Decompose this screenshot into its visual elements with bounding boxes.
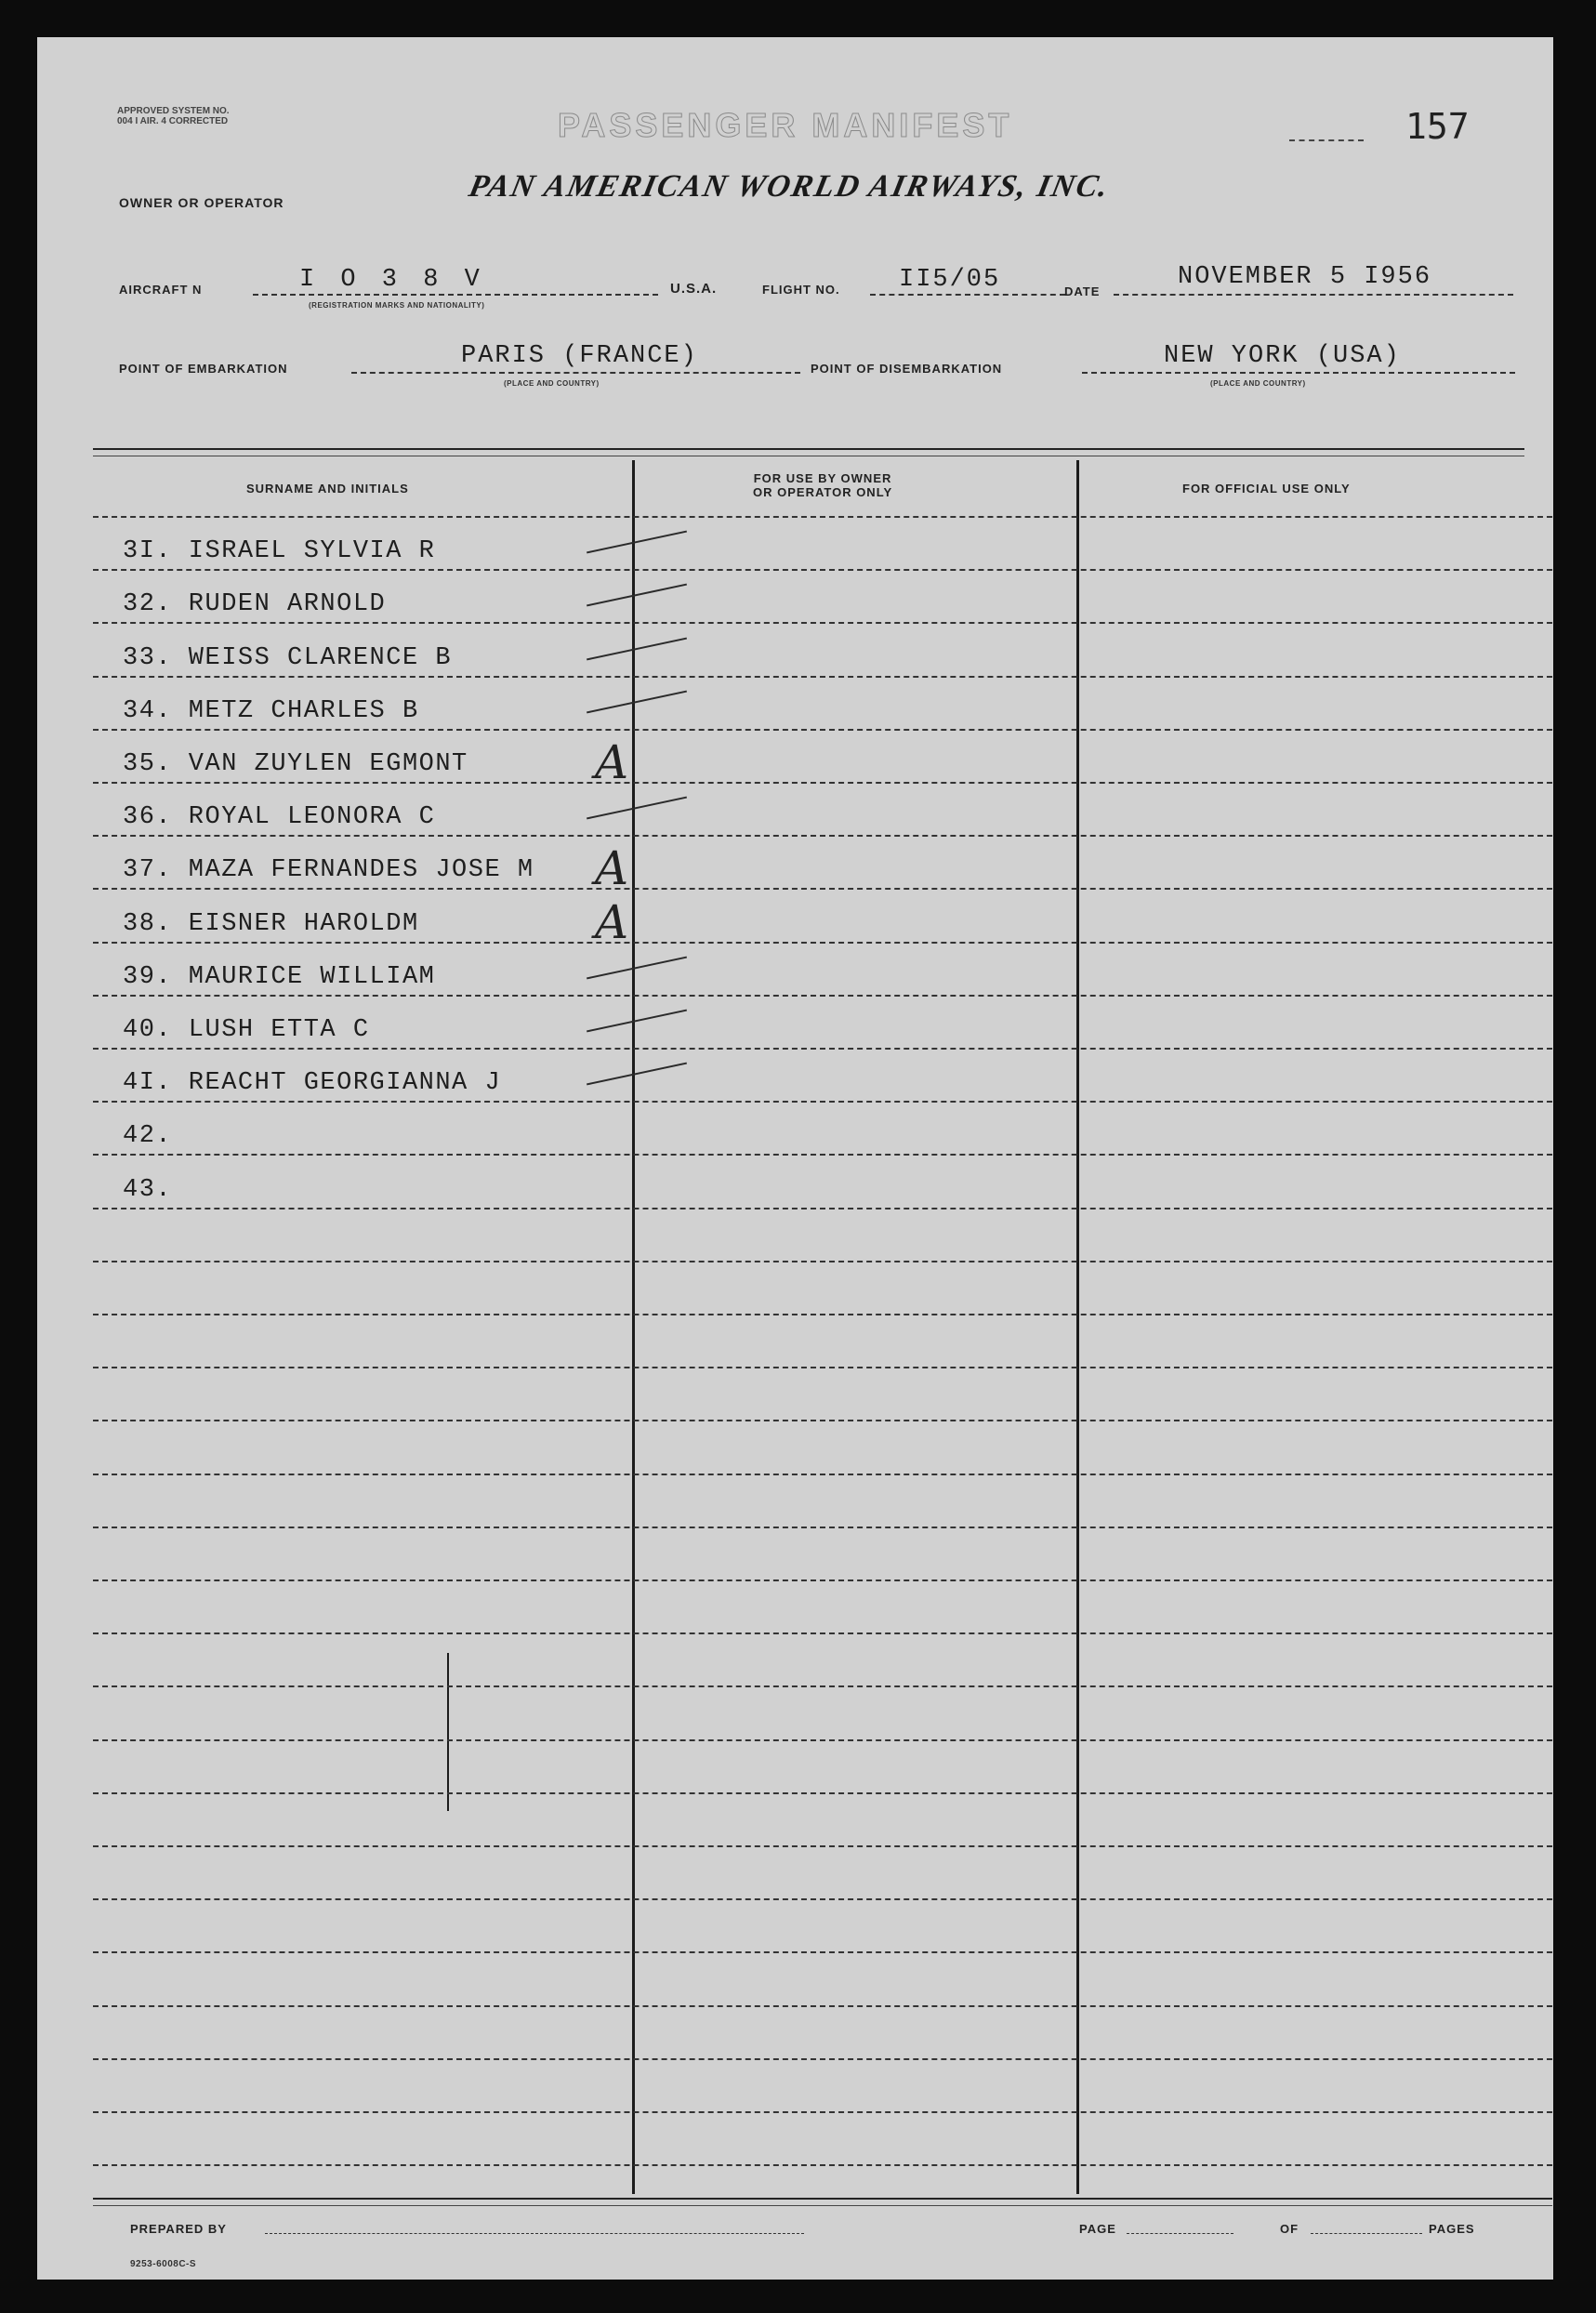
handwritten-a-icon: A [595,895,629,949]
handwritten-a-icon: A [595,841,629,895]
owner-label: OWNER OR OPERATOR [119,195,284,210]
passenger-row: 33. WEISS CLARENCE B [123,644,453,672]
table-row-line [93,942,1552,944]
flight-number-value: II5/05 [899,266,1001,294]
prepared-by-line [265,2233,804,2234]
flight-number-line [870,294,1065,296]
aircraft-value: I O 3 8 V [299,266,485,294]
disembarkation-line [1082,372,1515,374]
column-header-owner [753,471,892,499]
flight-number-label: FLIGHT NO. [762,283,840,297]
table-row-line [93,2164,1552,2166]
embarkation-value: PARIS (FRANCE) [461,342,698,370]
table-row-line [93,1367,1552,1368]
form-number: 9253-6008C-S [130,2259,197,2269]
passenger-row: 40. LUSH ETTA C [123,1016,370,1044]
table-row-line [93,1739,1552,1741]
table-row-line [93,2058,1552,2060]
table-bottom-rule [93,2198,1552,2200]
date-value: NOVEMBER 5 I956 [1178,263,1432,291]
embarkation-line [351,372,800,374]
table-bottom-rule-2 [93,2205,1552,2206]
disembarkation-label: POINT OF DISEMBARKATION [811,362,1003,376]
table-row-line [93,782,1552,784]
manifest-sheet [37,37,1553,2280]
of-label: OF [1280,2222,1299,2236]
usa-label: U.S.A. [670,281,718,297]
column-header-official: FOR OFFICIAL USE ONLY [1182,482,1351,496]
passenger-row: 34. METZ CHARLES B [123,697,419,725]
table-row-line [93,1632,1552,1634]
page-number-dashes [1289,139,1364,141]
checkmark-icon [587,797,687,820]
table-row-line [93,516,1552,518]
table-row-line [93,835,1552,837]
aircraft-label: AIRCRAFT N [119,283,203,297]
disembarkation-value: NEW YORK (USA) [1164,342,1401,370]
column-header-owner-line2: OR OPERATOR ONLY [753,485,893,499]
checkmark-icon [587,1063,687,1086]
checkmark-icon [587,691,687,714]
passenger-row: 4I. REACHT GEORGIANNA J [123,1069,502,1097]
column-header-owner-line1: FOR USE BY OWNER [753,471,892,485]
handwritten-a-icon: A [595,735,629,789]
passenger-row: 43. [123,1176,173,1204]
passenger-row: 32. RUDEN ARNOLD [123,590,387,618]
checkmark-icon [587,1010,687,1033]
of-line [1311,2233,1422,2234]
table-row-line [93,1261,1552,1262]
date-line [1114,294,1513,296]
table-row-line [93,1898,1552,1900]
passenger-row: 35. VAN ZUYLEN EGMONT [123,750,468,778]
table-row-line [93,622,1552,624]
page-line [1127,2233,1233,2234]
table-row-line [93,2005,1552,2007]
column-divider-2 [1076,460,1079,2194]
table-row-line [93,1048,1552,1050]
checkmark-icon [587,584,687,607]
passenger-row: 3I. ISRAEL SYLVIA R [123,537,436,565]
table-row-line [93,729,1552,731]
aircraft-sublabel: (REGISTRATION MARKS AND NATIONALITY) [309,301,485,310]
approval-stamp: APPROVED SYSTEM NO. 004 I AIR. 4 CORRECTED [117,106,230,126]
date-label: DATE [1064,284,1101,298]
page-number: 157 [1405,106,1470,147]
passenger-row: 39. MAURICE WILLIAM [123,963,436,991]
table-top-rule [93,448,1524,450]
disembarkation-sublabel: (PLACE AND COUNTRY) [1210,379,1306,388]
column-divider-1 [632,460,635,2194]
table-row-line [93,2111,1552,2113]
pages-label: PAGES [1429,2222,1475,2236]
passenger-row: 36. ROYAL LEONORA C [123,803,436,831]
table-row-line [93,1474,1552,1475]
table-row-line [93,1685,1552,1687]
airline-name: PAN AMERICAN WORLD AIRWAYS, INC. [466,169,1114,204]
table-row-line [93,1420,1552,1421]
table-row-line [93,995,1552,997]
embarkation-sublabel: (PLACE AND COUNTRY) [504,379,600,388]
table-row-line [93,676,1552,678]
passenger-row: 37. MAZA FERNANDES JOSE M [123,856,534,884]
checkmark-icon [587,638,687,661]
table-row-line [93,1845,1552,1847]
embarkation-label: POINT OF EMBARKATION [119,362,288,376]
table-row-line [93,888,1552,890]
table-row-line [93,1792,1552,1794]
prepared-by-label: PREPARED BY [130,2222,227,2236]
passenger-row: 42. [123,1122,173,1150]
aircraft-line [253,294,658,296]
checkmark-icon [587,531,687,554]
table-row-line [93,1579,1552,1581]
table-row-line [93,1951,1552,1953]
table-row-line [93,1208,1552,1209]
table-row-line [93,1154,1552,1156]
table-row-line [93,1101,1552,1103]
passenger-row: 38. EISNER HAROLDM [123,910,419,938]
table-row-line [93,1527,1552,1528]
form-title: PASSENGER MANIFEST [558,106,1013,144]
table-row-line [93,569,1552,571]
column-header-surname: SURNAME AND INITIALS [246,482,409,496]
table-row-line [93,1314,1552,1315]
checkmark-icon [587,957,687,980]
page-label: PAGE [1079,2222,1116,2236]
stray-vertical-mark [447,1653,449,1811]
